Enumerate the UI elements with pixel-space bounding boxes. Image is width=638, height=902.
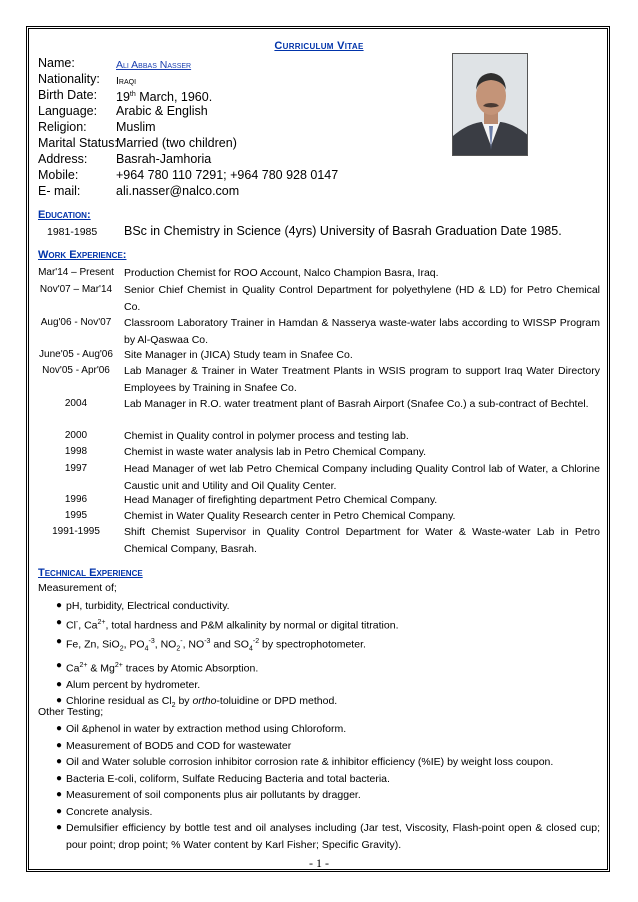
language-label: Language: bbox=[38, 104, 98, 118]
work-date: June'05 - Aug'06 bbox=[39, 349, 113, 360]
other-testing-list bbox=[56, 721, 600, 853]
work-text: Head Manager of wet lab Petro Chemical Company including Quality Control lab of Water, a Chlorine Caustic unit and Utility and Oil Quality Center. bbox=[124, 463, 600, 492]
list-item: ● Fe, Zn, SiO$_2$, $PO_4^{-3}$, $NO_2^-$, $NO^{-3}$ and $SO_4^{-2}$ by spectrophotometer. bbox=[56, 635, 366, 653]
mobile-label: Mobile: bbox=[38, 168, 79, 182]
birth-value: 19th March, 1960. bbox=[116, 90, 213, 105]
nationality-label: Nationality: bbox=[38, 72, 100, 86]
work-date: 1995 bbox=[64, 510, 88, 521]
email-value[interactable]: ali.nasser@nalco.com bbox=[116, 184, 240, 198]
list-item: ● Bacteria E-coli, coliform, Sulfate Reducing Bacteria and total bacteria. bbox=[56, 772, 390, 785]
measurement-intro: Measurement of; bbox=[38, 582, 117, 594]
email-label: E- mail: bbox=[38, 184, 81, 198]
language-value: Arabic & English bbox=[116, 104, 208, 118]
list-item: ● Oil &phenol in water by extraction method using Chloroform. bbox=[56, 723, 347, 735]
list-item: ● Measurement of BOD5 and COD for wastewater bbox=[56, 739, 292, 752]
work-date: Aug'06 - Nov'07 bbox=[40, 317, 112, 328]
work-text: Head Manager of firefighting department Petro Chemical Company. bbox=[124, 494, 438, 506]
list-item: ● $Ca^{2+}$ & $Mg^{2+}$ traces by Atomic Absorption. bbox=[56, 659, 259, 675]
list-item: ● Oil and Water soluble corrosion inhibitor corrosion rate & inhibitor efficiency (%IE) by weight loss coupon. bbox=[56, 756, 554, 768]
work-date: 2004 bbox=[64, 398, 88, 409]
nationality-value: Iraqi bbox=[116, 75, 137, 87]
address-label: Address: bbox=[38, 152, 88, 166]
work-date: Nov'05 - Apr'06 bbox=[42, 365, 110, 376]
work-date: 1997 bbox=[64, 463, 88, 474]
marital-value: Married (two children) bbox=[116, 136, 237, 150]
work-date: 1991-1995 bbox=[52, 526, 100, 537]
work-date: 1996 bbox=[64, 494, 88, 505]
name-label: Name: bbox=[38, 56, 75, 70]
work-text: Production Chemist for ROO Account, Nalco Champion Basra, Iraq. bbox=[124, 267, 439, 279]
birth-label: Birth Date: bbox=[38, 88, 98, 102]
list-item: ● Measurement of soil components plus air pollutants by dragger. bbox=[56, 789, 361, 801]
work-heading: Work Experience: bbox=[38, 249, 127, 261]
work-text: Chemist in Quality control in polymer process and testing lab. bbox=[124, 430, 409, 442]
education-heading: Education: bbox=[38, 209, 91, 221]
other-intro: Other Testing; bbox=[38, 706, 104, 718]
portrait-image bbox=[453, 54, 528, 156]
work-date: 2000 bbox=[64, 430, 88, 441]
marital-label: Marital Status: bbox=[38, 136, 118, 150]
work-text: Chemist in Water Quality Research center in Petro Chemical Company. bbox=[124, 510, 456, 522]
work-text: Classroom Laboratory Trainer in Hamdan & Nasserya waste-water labs according to WISSP Program by Al-Qaswaa Co. bbox=[124, 317, 600, 346]
work-text: Chemist in waste water analysis lab in Petro Chemical Company. bbox=[124, 446, 427, 458]
work-text: Lab Manager in R.O. water treatment plant of Basrah Airport (Snafee Co.) a sub-contract of Bechtel. bbox=[124, 398, 589, 410]
list-item: ● pH, turbidity, Electrical conductivity. bbox=[56, 600, 230, 612]
list-item: ● Chlorine residual as $Cl_2$ by ortho-toluidine or DPD method. bbox=[56, 695, 338, 710]
work-date: 1998 bbox=[64, 446, 88, 457]
work-date: Mar'14 – Present bbox=[38, 267, 114, 278]
list-item: ● Cl-, $Ca^{2+}$, total hardness and P&M alkalinity by normal or digital titration. bbox=[56, 616, 399, 631]
education-date: 1981-1985 bbox=[47, 226, 98, 238]
religion-label: Religion: bbox=[38, 120, 87, 134]
document-title: Curriculum Vitae bbox=[274, 40, 364, 52]
work-date: Nov'07 – Mar'14 bbox=[39, 284, 113, 295]
page-number: - 1 - bbox=[309, 856, 329, 870]
technical-heading: Technical Experience bbox=[38, 567, 143, 579]
work-text: Shift Chemist Supervisor in Quality Control Department for Water & Waste-water Lab in Petro Chemical Company, Basrah. bbox=[124, 526, 600, 555]
education-text: BSc in Chemistry in Science (4yrs) University of Basrah Graduation Date 1985. bbox=[124, 224, 562, 238]
list-item: ● Demulsifier efficiency by bottle test and oil analyses including (Jar test, Viscosity, Flash-point open & closed cup; pour point; drop point; % Water content by Karl Fisher; Specific Gravity). bbox=[56, 822, 600, 851]
work-text: Senior Chief Chemist in Quality Control Department for polyethylene (HD & LD) for Petro Chemical Co. bbox=[124, 284, 600, 313]
address-value: Basrah-Jamhoria bbox=[116, 152, 212, 166]
profile-photo bbox=[452, 53, 528, 156]
mobile-value: +964 780 110 7291; +964 780 928 0147 bbox=[116, 168, 339, 182]
list-item: ● Alum percent by hydrometer. bbox=[56, 678, 201, 691]
religion-value: Muslim bbox=[116, 120, 156, 134]
work-text: Site Manager in (JICA) Study team in Snafee Co. bbox=[124, 349, 353, 361]
list-item: ● Concrete analysis. bbox=[56, 805, 153, 818]
name-value: Ali Abbas Nasser bbox=[116, 59, 192, 71]
work-text: Lab Manager & Trainer in Water Treatment Plants in WSIS program to support Iraq Water Directory Employees by Training in Snafee Co. bbox=[124, 365, 600, 394]
